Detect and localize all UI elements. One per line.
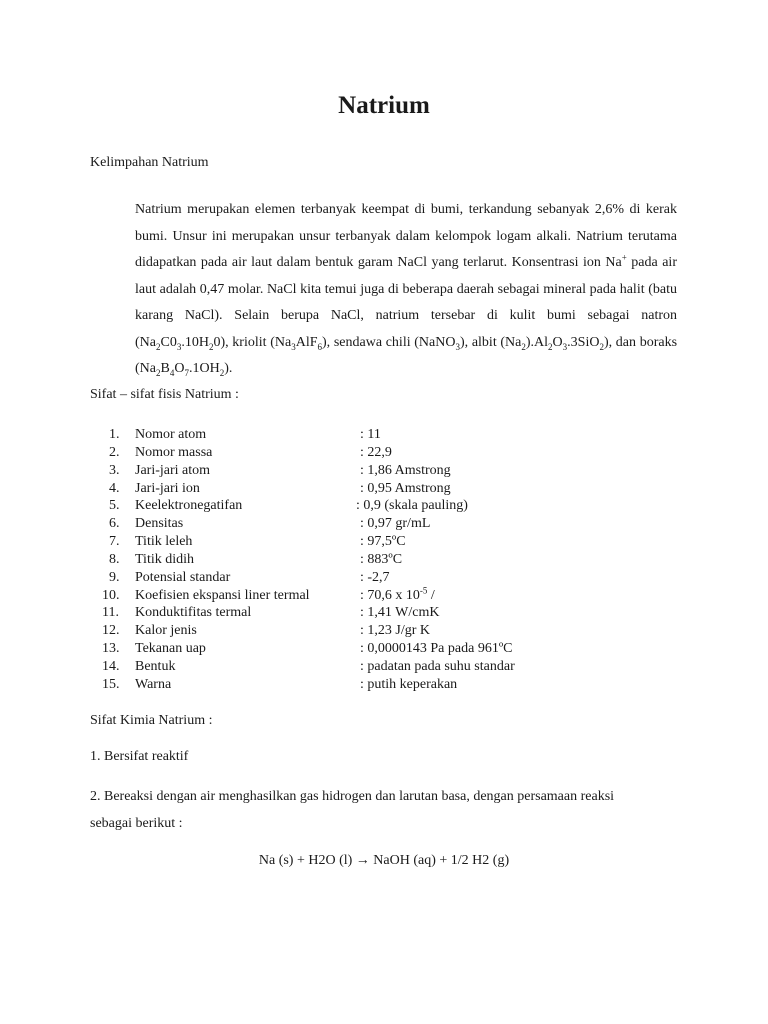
property-value: : 883ºC xyxy=(360,551,403,567)
para-text: AlF xyxy=(295,334,318,350)
property-row xyxy=(90,426,690,444)
property-name: Warna xyxy=(135,676,172,692)
property-row xyxy=(90,584,690,605)
property-name: Bentuk xyxy=(135,658,176,674)
property-number: 4. xyxy=(109,480,120,496)
property-name: Titik didih xyxy=(135,551,195,567)
para-text: ), sendawa chili (NaNO xyxy=(322,334,456,350)
property-name: Kalor jenis xyxy=(135,623,197,639)
chemical-property-item: 1. Bersifat reaktif xyxy=(90,749,189,764)
para-text: ), albit (Na xyxy=(459,334,522,350)
property-row xyxy=(90,676,690,694)
property-value: : 1,23 J/gr K xyxy=(360,623,430,639)
subscript: 2 xyxy=(548,341,553,352)
chemical-property-item-continued: sebagai berikut : xyxy=(90,816,183,831)
property-row xyxy=(90,622,690,640)
property-value xyxy=(360,584,435,605)
property-value: : putih keperakan xyxy=(360,676,458,692)
physical-properties-list xyxy=(90,426,690,694)
property-row xyxy=(90,658,690,676)
superscript: + xyxy=(621,252,627,263)
property-value: : 97,5ºC xyxy=(360,534,406,550)
para-text: pada air laut adalah 0,47 molar. NaCl kita temui juga di beberapa daerah sebagai mineral pada halit (batu karang NaCl). Selain berupa NaCl, natrium tersebar di kulit bumi sebagai natron (Na xyxy=(135,255,677,350)
property-name: Jari-jari atom xyxy=(135,462,211,478)
property-value: : 11 xyxy=(360,427,381,442)
para-text: B xyxy=(160,361,170,376)
subscript: 2 xyxy=(521,341,526,352)
property-value: : 1,41 W/cmK xyxy=(360,605,440,621)
property-value: : 0,95 Amstrong xyxy=(360,480,451,496)
subscript: 2 xyxy=(156,341,161,352)
property-value: : padatan pada suhu standar xyxy=(360,658,515,674)
property-value-text: / xyxy=(427,587,435,603)
property-number: 5. xyxy=(109,498,120,514)
subscript: 2 xyxy=(208,341,214,352)
property-number: 15. xyxy=(102,676,120,692)
property-value-text: : 70,6 x 10 xyxy=(360,587,420,603)
property-number: 1. xyxy=(109,427,120,442)
property-row xyxy=(90,551,690,569)
section-heading-physical: Sifat – sifat fisis Natrium : xyxy=(90,387,239,402)
subscript: 3 xyxy=(455,341,460,352)
property-row xyxy=(90,515,690,533)
property-number: 13. xyxy=(102,641,120,657)
property-name: Nomor massa xyxy=(135,444,213,460)
superscript: -5 xyxy=(419,584,428,595)
property-value: : 0,0000143 Pa pada 961ºC xyxy=(360,641,513,657)
property-row xyxy=(90,480,690,498)
property-row xyxy=(90,462,690,480)
chemical-property-item: 2. Bereaksi dengan air menghasilkan gas hidrogen dan larutan basa, dengan persamaan reaksi xyxy=(90,789,615,804)
property-name: Konduktifitas termal xyxy=(135,605,252,621)
property-value: : -2,7 xyxy=(360,569,390,585)
property-number: 6. xyxy=(109,516,120,532)
property-number: 9. xyxy=(109,569,120,585)
property-number: 3. xyxy=(109,462,120,478)
subscript: 2 xyxy=(599,341,604,352)
property-number: 7. xyxy=(109,534,120,550)
property-value: : 22,9 xyxy=(360,444,392,460)
property-name: Nomor atom xyxy=(135,427,207,442)
subscript: 3 xyxy=(291,341,296,352)
abundance-paragraph xyxy=(135,197,677,383)
para-text: ). xyxy=(224,361,233,376)
property-name: Jari-jari ion xyxy=(135,480,200,496)
property-number: 2. xyxy=(109,444,120,460)
document-title: Natrium xyxy=(338,92,430,119)
property-name: Keelektronegatifan xyxy=(135,498,243,514)
property-value: : 0,9 (skala pauling) xyxy=(356,498,468,514)
subscript: 4 xyxy=(169,367,175,378)
property-number: 8. xyxy=(109,551,120,567)
property-name: Tekanan uap xyxy=(135,641,206,657)
para-text: 0), kriolit (Na xyxy=(213,334,292,350)
subscript: 2 xyxy=(156,367,161,378)
property-value: : 0,97 gr/mL xyxy=(360,516,431,532)
property-name: Densitas xyxy=(135,516,184,532)
para-text: O xyxy=(552,334,563,350)
para-text: C0 xyxy=(160,334,177,350)
para-text: .10H xyxy=(181,334,209,350)
property-name: Titik leleh xyxy=(135,534,193,550)
property-row xyxy=(90,533,690,551)
section-heading-abundance: Kelimpahan Natrium xyxy=(90,155,209,170)
para-text: .3SiO xyxy=(567,334,600,350)
property-number: 10. xyxy=(102,587,120,603)
property-name: Potensial standar xyxy=(135,569,231,585)
para-text: ).Al xyxy=(525,334,549,350)
property-number: 14. xyxy=(102,658,120,674)
para-text: O xyxy=(174,361,185,376)
para-text: ), dan boraks (Na xyxy=(135,334,678,376)
subscript: 7 xyxy=(184,367,189,378)
subscript: 3 xyxy=(562,341,568,352)
para-text: .1OH xyxy=(188,361,220,376)
subscript: 2 xyxy=(219,367,225,378)
property-number: 11. xyxy=(102,605,119,621)
reaction-equation: Na (s) + H2O (l) → NaOH (aq) + 1/2 H2 (g) xyxy=(258,853,510,868)
property-value: : 1,86 Amstrong xyxy=(360,462,451,478)
property-row xyxy=(90,569,690,587)
property-name: Koefisien ekspansi liner termal xyxy=(135,587,310,603)
subscript: 3 xyxy=(176,341,182,352)
property-row xyxy=(90,640,690,658)
property-row xyxy=(90,444,690,462)
property-row xyxy=(90,497,690,515)
section-heading-chemical: Sifat Kimia Natrium : xyxy=(90,713,213,728)
subscript: 6 xyxy=(317,341,322,352)
property-number: 12. xyxy=(102,623,120,639)
property-row xyxy=(90,604,690,622)
para-text: Natrium merupakan elemen terbanyak keempat di bumi, terkandung sebanyak 2,6% di kerak bumi. Unsur ini merupakan unsur terbanyak dalam kelompok logam alkali. Natrium terutama didapatkan pada air laut dalam bentuk garam NaCl yang terlarut. Konsentrasi ion Na xyxy=(135,202,677,270)
